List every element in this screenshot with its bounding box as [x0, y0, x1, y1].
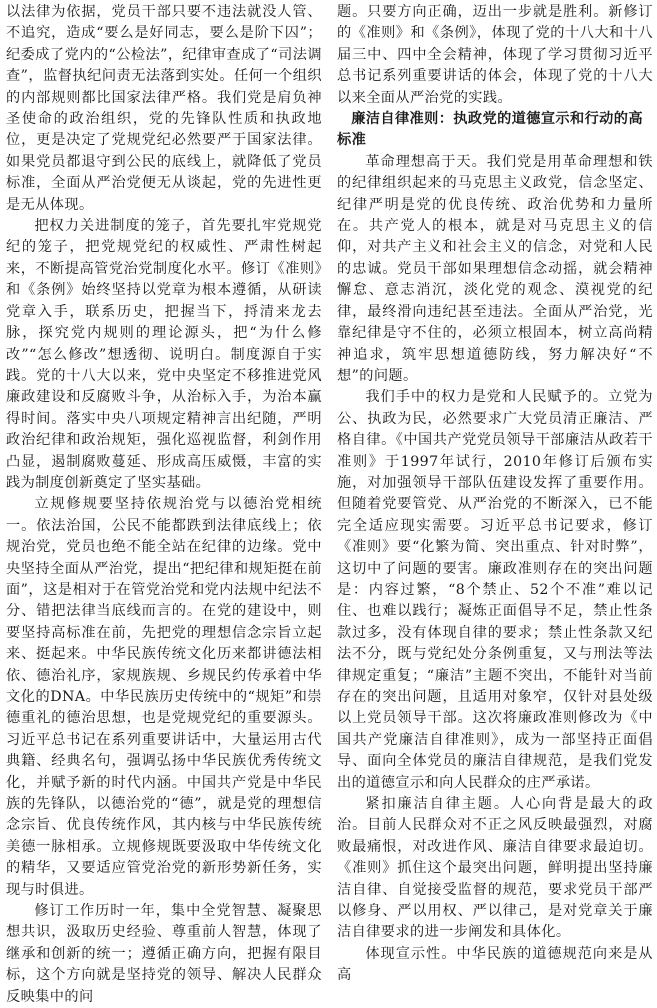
body-paragraph: 革命理想高于天。我们党是用革命理想和铁的纪律组织起来的马克思主义政党，信念坚定、纪律严明是党的优良传统、政治优势和力量所在。共产党人的根本，就是对马克思主义的信仰，对共产主义和社会主义的信念，对党和人民的忠诚。党员干部如果理想信念动摇，就会精神懈怠、意志消沉，淡化党的观念、漠视党的纪律，最终滑向违纪甚至违法。全面从严治党，光靠纪律是守不住的，必须立根固本，树立高尚精神追求，筑牢思想道德防线，努力解决好“不想”的问题。	[337, 153, 653, 384]
section-heading: 廉洁自律准则：执政党的道德宣示和行动的高标准	[337, 111, 643, 149]
body-paragraph: 我们手中的权力是党和人民赋予的。立党为公、执政为民，必然要求广大党员清正廉洁、严格自律。《中国共产党党员领导干部廉洁从政若干准则》于1997年试行，2010年修订后颁布实施，对加强领导干部队伍建设发挥了重要作用。但随着党要管党、从严治党的不断深入，已不能完全适应现实需要。习近平总书记要求，修订《准则》要“化繁为简、突出重点、针对时弊”，这切中了问题的要害。廉政准则存在的突出问题是：内容过繁，“8个禁止、52个不准”难以记住、也难以践行；凝炼正面倡导不足，禁止性条款过多，没有体现自律的要求；禁止性条款又纪法不分，既与党纪处分条例重复，又与刑法等法律规定重复；“廉洁”主题不突出，不能针对当前存在的突出问题，且适用对象窄，仅针对县处级以上党员领导干部。这次将廉政准则修改为《中国共产党廉洁自律准则》，成为一部坚持正面倡导、面向全体党员的廉洁自律规范，是我们党发出的道德宣示和向人民群众的庄严承诺。	[337, 389, 653, 791]
body-paragraph: 紧扣廉洁自律主题。人心向背是最大的政治。目前人民群众对不正之风反映最强烈，对腐败最痛恨，对改进作风、廉洁自律要求最迫切。《准则》抓住这个最突出问题，鲜明提出坚持廉洁自律、自觉接受监督的规范，要求党员干部严以修身、严以用权、严以律己，是对党章关于廉洁自律要求的进一步阐发和具体化。	[337, 796, 653, 941]
body-paragraph: 题。只要方向正确，迈出一步就是胜利。新修订的《准则》和《条例》，体现了党的十八大和十八届三中、四中全会精神，体现了学习贯彻习近平总书记系列重要讲话的体会，体现了党的十八大以来全面从严治党的实践。	[337, 4, 653, 106]
body-paragraph: 修订工作历时一年，集中全党智慧、凝聚思想共识，汲取历史经验、尊重前人智慧，体现了继承和创新的统一；遵循正确方向，把握有限目标，这个方向就是坚持党的领导、解决人民群众反映集中的问	[6, 903, 322, 1005]
body-paragraph: 把权力关进制度的笼子，首先要扎牢党规党纪的笼子，把党规党纪的权威性、严肃性树起来，不断提高管党治党制度化水平。修订《准则》和《条例》始终坚持以党章为根本遵循，从研读党章入手，联系历史，把握当下，捋清来龙去脉，探究党内规则的理论源头，把“为什么修改”“怎么修改”想透彻、说明白。制度源自于实践。党的十八大以来，党中央坚定不移推进党风廉政建设和反腐败斗争，从治标入手，为治本赢得时间。落实中央八项规定精神言出纪随，严明政治纪律和政治规矩，强化巡视监督，利剑作用凸显，遏制腐败蔓延、形成高压威慑，丰富的实践为制度创新奠定了坚实基础。	[6, 218, 322, 491]
right-column	[337, 2, 653, 987]
body-paragraph: 以法律为依据，党员干部只要不违法就没人管、不追究，造成“要么是好同志，要么是阶下囚”；纪委成了党内的“公检法”，纪律审查成了“司法调查”，监督执纪问责无法落到实处。任何一个组织的内部规则都比国家法律严格。我们党是肩负神圣使命的政治组织，党的先锋队性质和执政地位，更是决定了党规党纪必然要严于国家法律。如果党员都退守到公民的底线上，就降低了党员标准，全面从严治党便无从谈起，党的先进性更是无从体现。	[6, 4, 322, 213]
left-column	[6, 2, 322, 1008]
body-paragraph: 立规修规要坚持依规治党与以德治党相统一。依法治国，公民不能都跌到法律底线上；依规治党，党员也绝不能全站在纪律的边缘。党中央坚持全面从严治党，提出“把纪律和规矩挺在前面”，这是相对于在管党治党和党内法规中纪法不分、错把法律当底线而言的。在党的建设中，则要坚持高标准在前，先把党的理想信念宗旨立起来、挺起来。中华民族传统文化历来都讲德法相依、德治礼序，家规族规、乡规民约传承着中华文化的DNA。中华民族历史传统中的“规矩”和崇德重礼的德治思想，也是党规党纪的重要源头。习近平总书记在系列重要讲话中，大量运用古代典籍、经典名句，强调弘扬中华民族优秀传统文化，并赋予新的时代内涵。中国共产党是中华民族的先锋队，以德治党的“德”，就是党的理想信念宗旨、优良传统作风，其内核与中华民族传统美德一脉相承。立规修规既要汲取中华传统文化的精华，又要适应管党治党的新形势新任务，实现与时俱进。	[6, 496, 322, 898]
body-paragraph: 体现宣示性。中华民族的道德规范向来是从高	[337, 945, 653, 984]
